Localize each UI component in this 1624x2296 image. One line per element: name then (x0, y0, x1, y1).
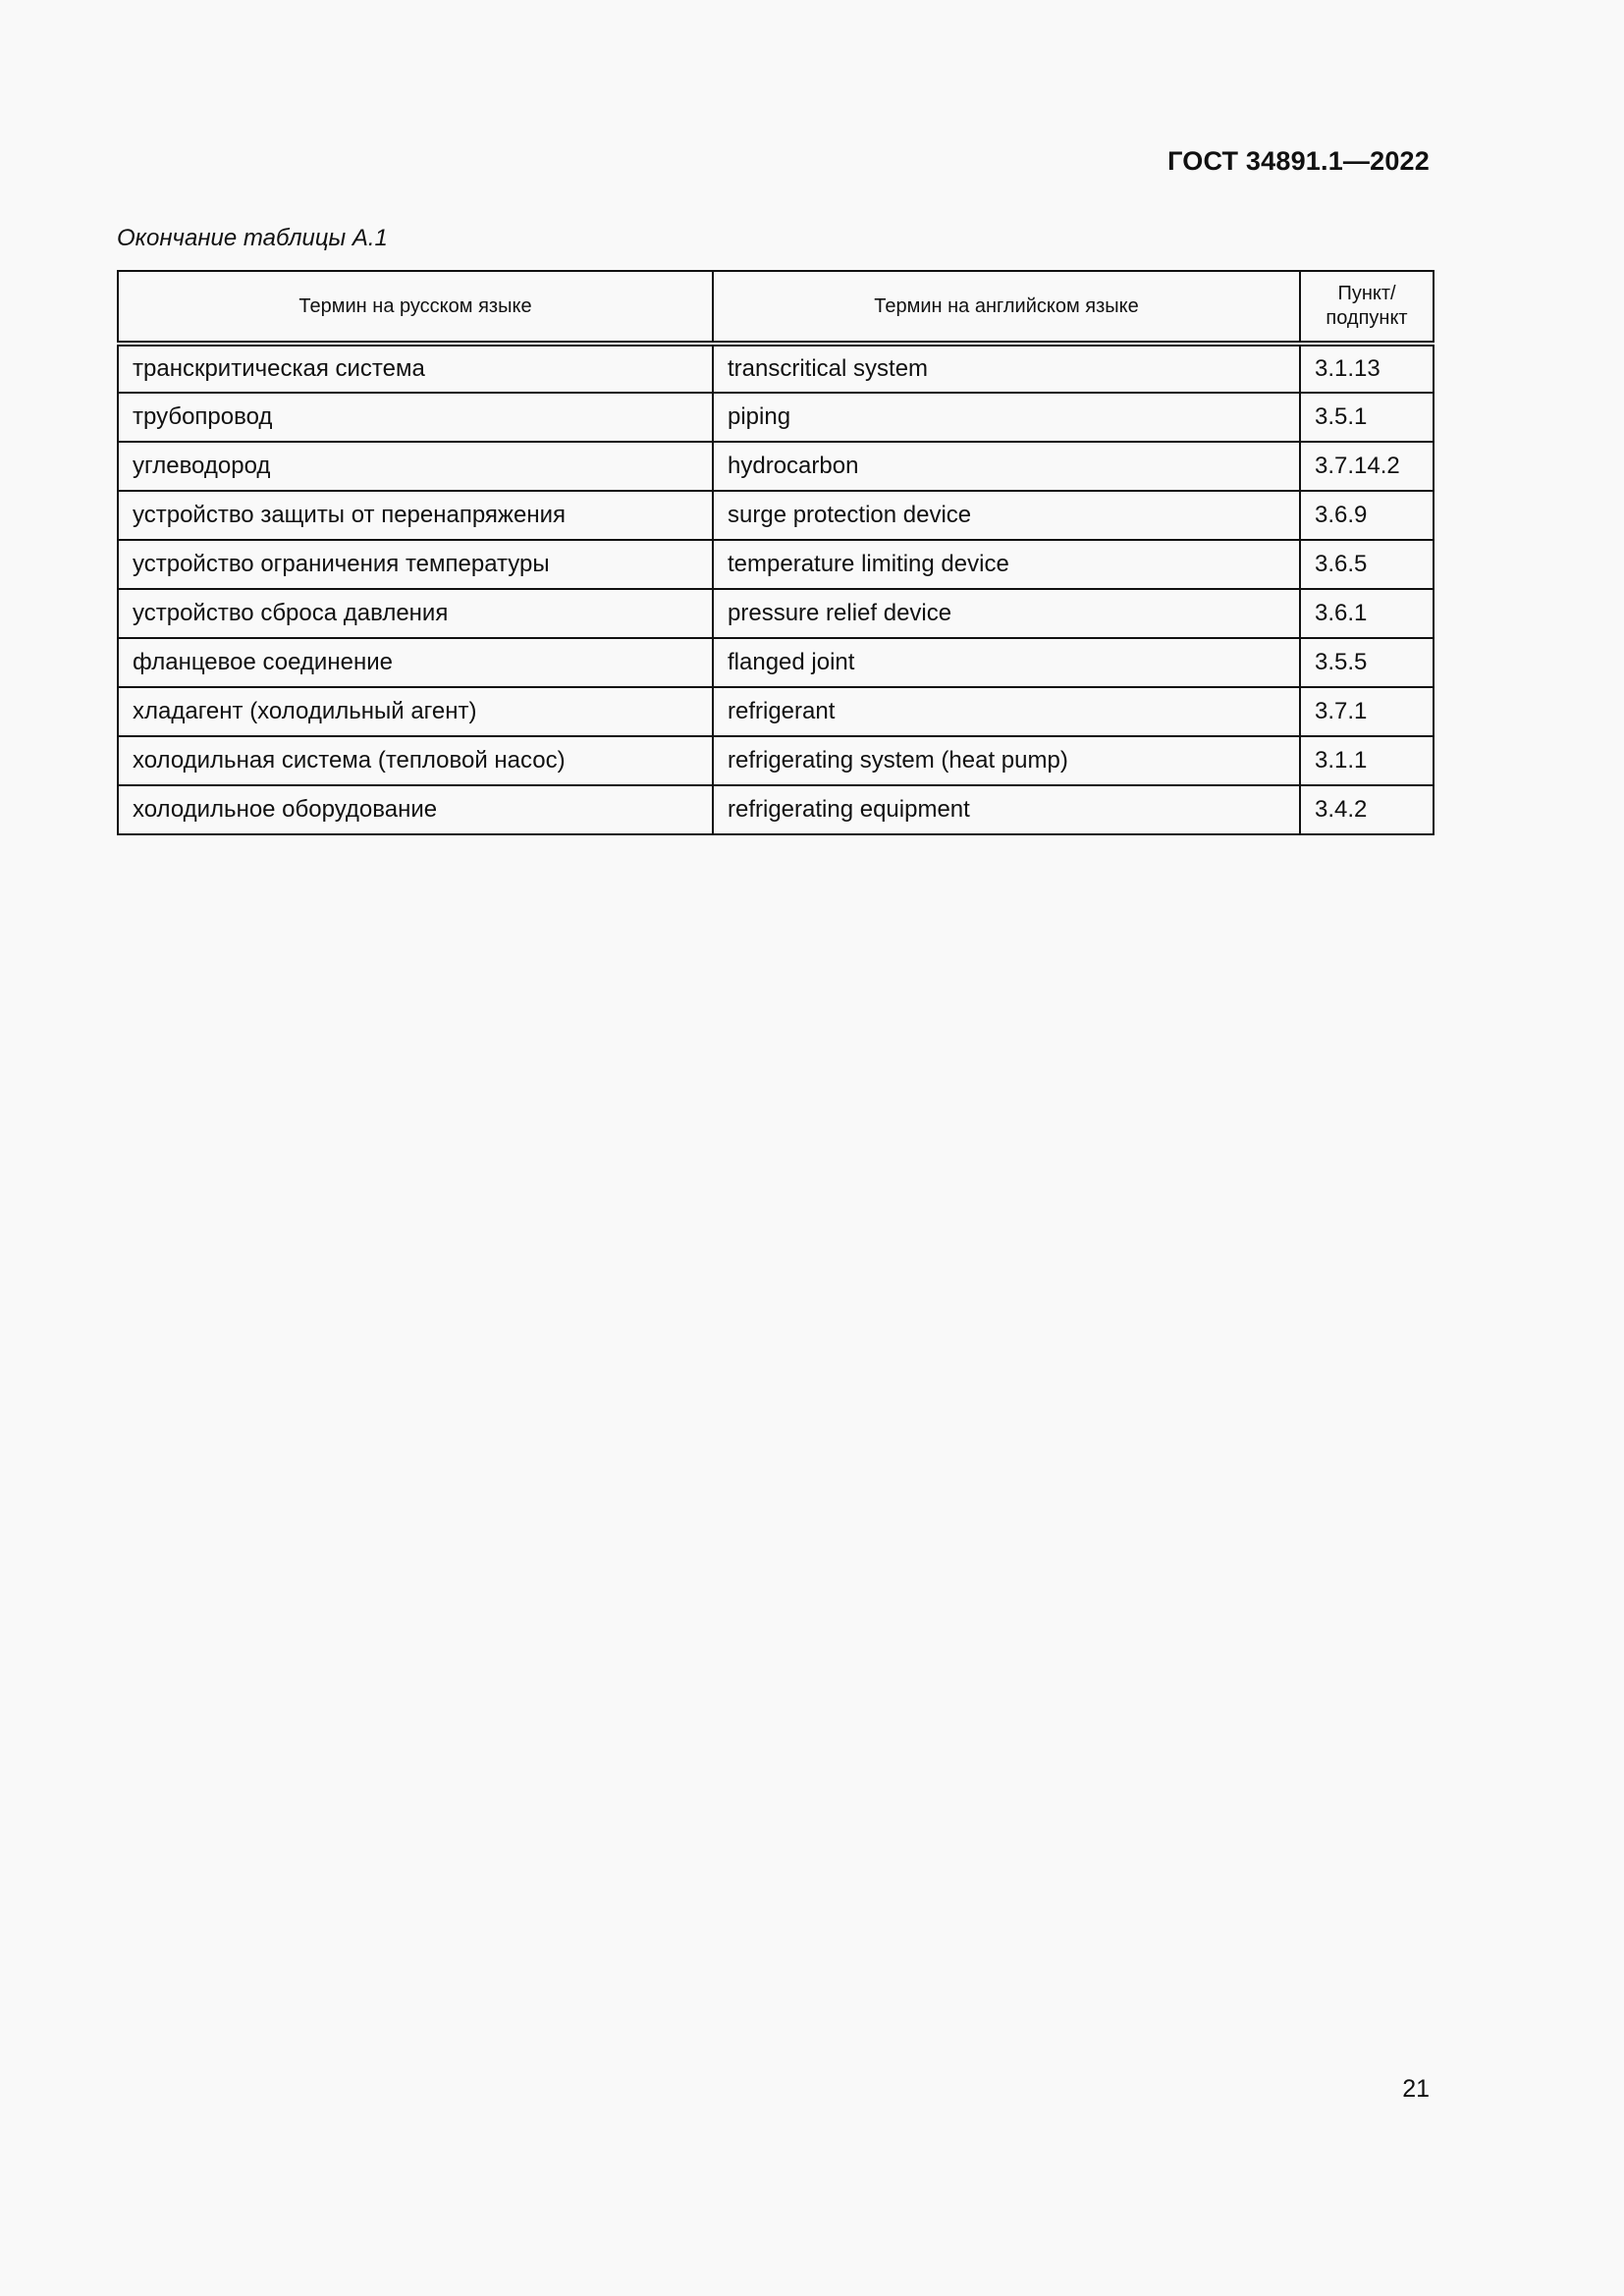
table-row (118, 589, 1434, 638)
clause-cell: 3.1.13 (1300, 344, 1434, 393)
russian-term-cell: холодильная система (тепловой насос) (118, 736, 713, 785)
table-row (118, 540, 1434, 589)
table-header-row (118, 271, 1434, 344)
clause-cell: 3.7.1 (1300, 687, 1434, 736)
table-row (118, 344, 1434, 393)
table-row (118, 687, 1434, 736)
clause-cell: 3.1.1 (1300, 736, 1434, 785)
english-term-cell: refrigerant (713, 687, 1300, 736)
russian-term-cell: фланцевое соединение (118, 638, 713, 687)
table-row (118, 491, 1434, 540)
clause-cell: 3.7.14.2 (1300, 442, 1434, 491)
english-term-cell: piping (713, 393, 1300, 442)
english-term-cell: temperature limiting device (713, 540, 1300, 589)
russian-term-cell: хладагент (холодильный агент) (118, 687, 713, 736)
clause-cell: 3.6.5 (1300, 540, 1434, 589)
table-row (118, 785, 1434, 834)
english-term-cell: flanged joint (713, 638, 1300, 687)
column-header-english-term: Термин на английском языке (713, 271, 1300, 344)
english-term-cell: pressure relief device (713, 589, 1300, 638)
terms-table (117, 270, 1435, 835)
table-caption: Окончание таблицы А.1 (117, 225, 388, 251)
english-term-cell: refrigerating system (heat pump) (713, 736, 1300, 785)
page-number: 21 (1402, 2075, 1430, 2103)
russian-term-cell: устройство ограничения температуры (118, 540, 713, 589)
russian-term-cell: транскритическая система (118, 344, 713, 393)
table-row (118, 638, 1434, 687)
table-row (118, 736, 1434, 785)
russian-term-cell: устройство сброса давления (118, 589, 713, 638)
russian-term-cell: холодильное оборудование (118, 785, 713, 834)
clause-cell: 3.4.2 (1300, 785, 1434, 834)
clause-cell: 3.5.1 (1300, 393, 1434, 442)
column-header-clause (1300, 271, 1434, 344)
english-term-cell: refrigerating equipment (713, 785, 1300, 834)
column-header-russian-term: Термин на русском языке (118, 271, 713, 344)
clause-cell: 3.6.9 (1300, 491, 1434, 540)
english-term-cell: hydrocarbon (713, 442, 1300, 491)
english-term-cell: surge protection device (713, 491, 1300, 540)
table-row (118, 393, 1434, 442)
document-code: ГОСТ 34891.1—2022 (1167, 146, 1430, 176)
russian-term-cell: углеводород (118, 442, 713, 491)
column-header-clause-line1: Пункт/ (1337, 283, 1396, 304)
russian-term-cell: трубопровод (118, 393, 713, 442)
table-row (118, 442, 1434, 491)
clause-cell: 3.5.5 (1300, 638, 1434, 687)
russian-term-cell: устройство защиты от перенапряжения (118, 491, 713, 540)
column-header-clause-line2: подпункт (1326, 307, 1408, 329)
clause-cell: 3.6.1 (1300, 589, 1434, 638)
english-term-cell: transcritical system (713, 344, 1300, 393)
